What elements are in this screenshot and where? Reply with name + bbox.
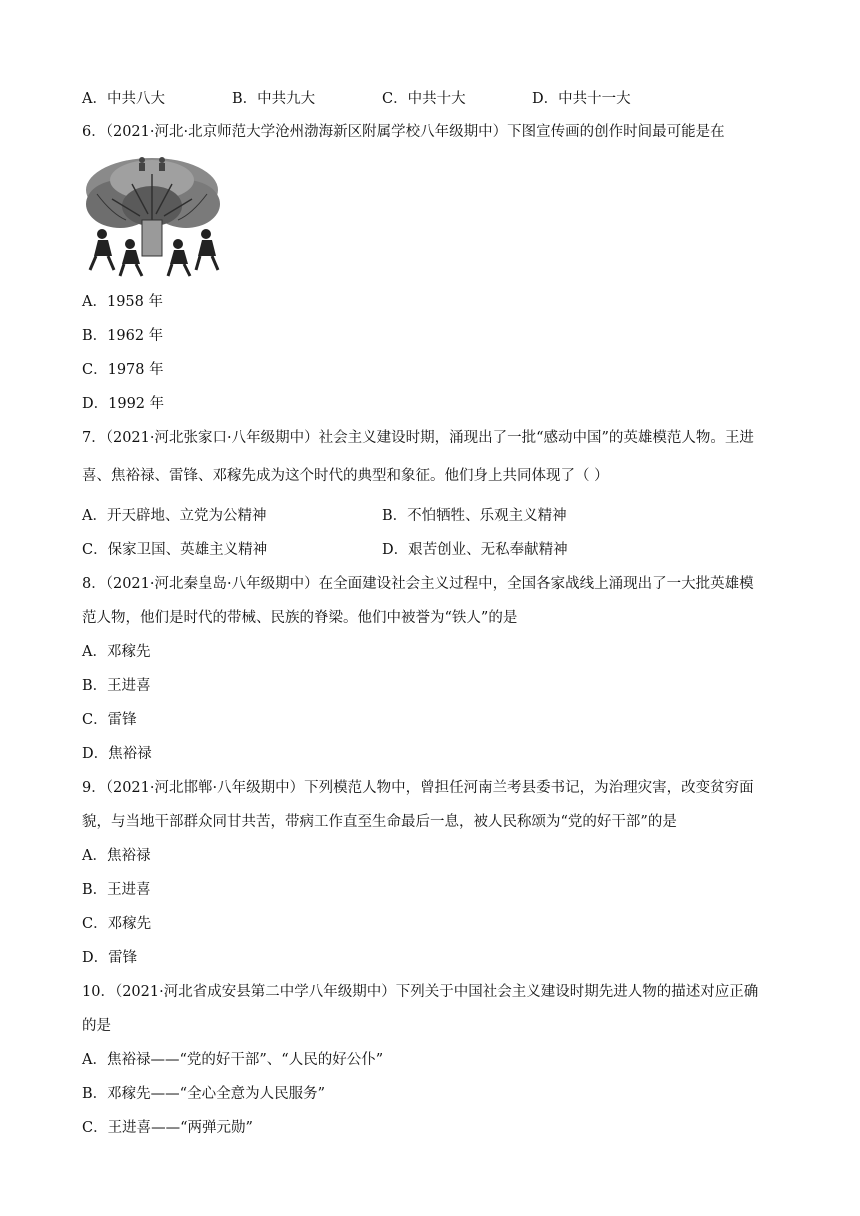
q6-option-d: D．1992 年 [82, 396, 165, 412]
q7-stem-line-2: 喜、焦裕禄、雷锋、邓稼先成为这个时代的典型和象征。他们身上共同体现了（ ） [82, 468, 609, 484]
q9-option-d: D．雷锋 [82, 950, 138, 966]
q8-stem-line-1: 8．（2021·河北秦皇岛·八年级期中）在全面建设社会主义过程中，全国各家战线上涌现出了一大批英雄模 [82, 576, 754, 592]
q10-option-b: B．邓稼先——“全心全意为人民服务” [82, 1086, 325, 1102]
q9-stem-line-1: 9．（2021·河北邯郸·八年级期中）下列模范人物中，曾担任河南兰考县委书记，为治理灾害，改变贫穷面 [82, 780, 754, 796]
q8-option-c: C．雷锋 [82, 712, 137, 728]
q10-option-c: C．王进喜——“两弹元勋” [82, 1120, 253, 1136]
q10-stem-line-2: 的是 [82, 1018, 111, 1034]
q9-option-b: B．王进喜 [82, 882, 151, 898]
q7-option-a: A．开天辟地、立党为公精神 [82, 508, 267, 524]
q6-option-c: C．1978 年 [82, 362, 164, 378]
q9-option-c: C．邓稼先 [82, 916, 152, 932]
q7-stem-line-1: 7．（2021·河北张家口·八年级期中）社会主义建设时期，涌现出了一批“感动中国”的英雄模范人物。王进 [82, 430, 754, 446]
q6-stem: 6．（2021·河北·北京师范大学沧州渤海新区附属学校八年级期中）下图宣传画的创作时间最可能是在 [82, 124, 725, 140]
q5-option-d: D．中共十一大 [532, 91, 631, 107]
q10-stem-line-1: 10．（2021·河北省成安县第二中学八年级期中）下列关于中国社会主义建设时期先进人物的描述对应正确 [82, 984, 759, 1000]
q9-option-a: A．焦裕禄 [82, 848, 151, 864]
q8-option-a: A．邓稼先 [82, 644, 151, 660]
q7-option-d: D．艰苦创业、无私奉献精神 [382, 542, 568, 558]
q6-option-a: A．1958 年 [82, 294, 163, 310]
q5-option-c: C．中共十大 [382, 91, 466, 107]
q7-option-b: B．不怕牺牲、乐观主义精神 [382, 508, 567, 524]
q6-option-b: B．1962 年 [82, 328, 164, 344]
q5-option-b: B．中共九大 [232, 91, 316, 107]
q5-option-a: A．中共八大 [82, 91, 165, 107]
q8-option-d: D．焦裕禄 [82, 746, 152, 762]
q7-option-c: C．保家卫国、英雄主义精神 [82, 542, 268, 558]
q10-option-a: A．焦裕禄——“党的好干部”、“人民的好公仆” [82, 1052, 384, 1068]
q9-stem-line-2: 貌，与当地干部群众同甘共苦，带病工作直至生命最后一息，被人民称颂为“党的好干部”的是 [82, 814, 677, 830]
q8-option-b: B．王进喜 [82, 678, 151, 694]
poster-illustration [82, 154, 222, 278]
q8-stem-line-2: 范人物，他们是时代的带械、民族的脊梁。他们中被誉为“铁人”的是 [82, 610, 518, 626]
